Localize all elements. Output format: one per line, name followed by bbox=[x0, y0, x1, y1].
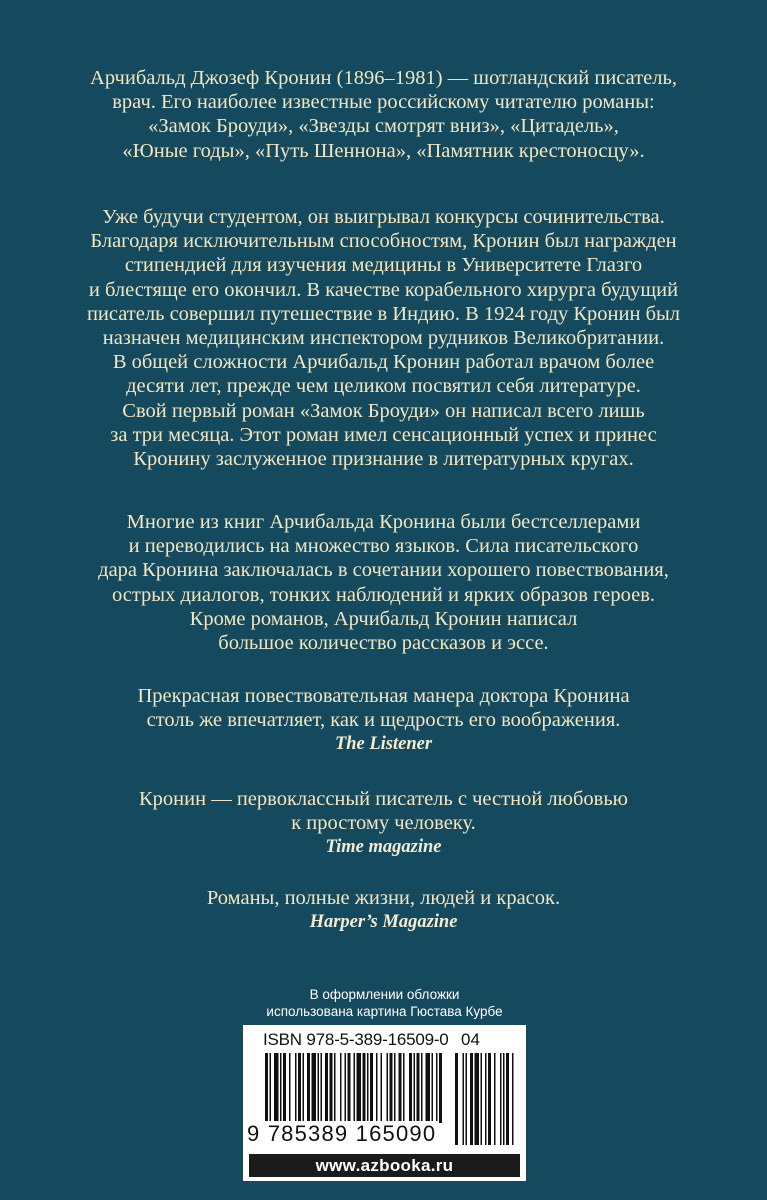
addon-bar bbox=[466, 1053, 468, 1145]
quote-source: Harper’s Magazine bbox=[309, 912, 458, 933]
barcode-bar bbox=[334, 1053, 336, 1123]
text-line: большое количество рассказов и эссе. bbox=[218, 632, 549, 655]
barcode-bar bbox=[403, 1053, 405, 1123]
text-line: за три месяца. Этот роман имел сенсационный успех и принес bbox=[110, 423, 657, 446]
press-quote-time bbox=[0, 787, 767, 859]
text-line: и переводились на множество языков. Сила писательского bbox=[128, 535, 639, 558]
barcode-bar bbox=[357, 1053, 362, 1123]
text-line: писатель совершил путешествие в Индию. В 1924 году Кронин был bbox=[86, 302, 681, 325]
addon-bar bbox=[503, 1053, 505, 1145]
quote-line: столь же впечатляет, как и щедрость его воображения. bbox=[146, 709, 621, 732]
credit-line: использована картина Гюстава Курбе bbox=[266, 1004, 503, 1019]
addon-bar bbox=[475, 1053, 480, 1145]
barcode-bar bbox=[289, 1053, 291, 1123]
barcode-bar bbox=[280, 1053, 282, 1123]
barcode-bar bbox=[417, 1053, 420, 1123]
text-line: десяти лет, прежде чем целиком посвятил себя литературе. bbox=[126, 375, 641, 398]
barcode-bar bbox=[387, 1053, 389, 1123]
barcode-bar bbox=[330, 1053, 333, 1123]
quote-line: Романы, полные жизни, людей и красок. bbox=[206, 887, 561, 909]
barcode-bar bbox=[376, 1053, 378, 1123]
barcode-bar bbox=[298, 1053, 301, 1123]
barcode-bar bbox=[414, 1053, 416, 1123]
barcode-bar bbox=[436, 1053, 438, 1123]
barcode-bar bbox=[345, 1053, 347, 1123]
barcode-bar bbox=[348, 1053, 351, 1123]
addon-bar bbox=[485, 1053, 487, 1145]
quote-line: Кронин — первоклассный писатель с честной любовью bbox=[139, 788, 628, 810]
barcode-bar bbox=[390, 1053, 393, 1123]
quote-line: к простому человеку. bbox=[291, 812, 476, 835]
text-line: назначен медицинским инспектором рудников Великобритании. bbox=[102, 327, 665, 350]
quote-source: The Listener bbox=[334, 734, 433, 755]
text-line: врач. Его наиболее известные российскому читателю романы: bbox=[112, 91, 655, 114]
text-line: стипендией для изучения медицины в Университете Глазго bbox=[124, 254, 643, 277]
addon-bar bbox=[463, 1053, 465, 1145]
cover-art-credit bbox=[243, 986, 526, 1020]
barcode-bar bbox=[367, 1053, 369, 1123]
barcode-bar bbox=[270, 1053, 272, 1123]
barcode-bar bbox=[394, 1053, 396, 1123]
barcode-bar bbox=[421, 1053, 423, 1123]
isbn-barcode bbox=[243, 1025, 526, 1153]
barcode-bar bbox=[265, 1053, 268, 1123]
barcode-bar bbox=[274, 1053, 279, 1123]
text-line: Благодаря исключительным способностям, Кронин был награжден bbox=[90, 230, 677, 253]
isbn-label: ISBN 978-5-389-16509-0 bbox=[263, 1030, 449, 1049]
text-line: Кронину заслуженное признание в литературных кругах. bbox=[133, 448, 634, 471]
addon-bar bbox=[470, 1053, 473, 1145]
text-line: «Юные годы», «Путь Шеннона», «Памятник крестоносцу». bbox=[122, 139, 645, 162]
barcode-bar bbox=[283, 1053, 286, 1123]
addon-bar bbox=[512, 1053, 514, 1145]
text-line: Кроме романов, Арчибальд Кронин написал bbox=[189, 607, 578, 630]
barcode-bar bbox=[312, 1053, 317, 1123]
barcode-bar bbox=[439, 1053, 442, 1123]
quote-source: Time magazine bbox=[325, 837, 442, 858]
addon-bar bbox=[488, 1053, 491, 1145]
addon-bar bbox=[494, 1053, 496, 1145]
addon-bar bbox=[481, 1053, 483, 1145]
barcode-bar bbox=[399, 1053, 402, 1123]
author-bio-paragraph-3 bbox=[0, 510, 767, 655]
barcode-bar bbox=[321, 1053, 323, 1123]
barcode-bar bbox=[303, 1053, 305, 1123]
addon-bar bbox=[500, 1053, 502, 1145]
barcode-bar bbox=[340, 1053, 342, 1123]
barcode-bar bbox=[426, 1053, 431, 1123]
publisher-website[interactable]: www.azbooka.ru bbox=[249, 1154, 520, 1177]
text-line: дара Кронина заключалась в сочетании хорошего повествования, bbox=[98, 559, 669, 582]
barcode-bar bbox=[325, 1053, 328, 1123]
barcode-addon-code: 04 bbox=[461, 1030, 480, 1049]
credit-line: В оформлении обложки bbox=[309, 987, 460, 1002]
text-line: Многие из книг Арчибальда Кронина были бестселлерами bbox=[126, 511, 641, 533]
quote-line: Прекрасная повествовательная манера доктора Кронина bbox=[137, 685, 630, 707]
barcode-bar bbox=[307, 1053, 310, 1123]
press-quote-harpers bbox=[0, 886, 767, 934]
author-bio-paragraph-2 bbox=[0, 205, 767, 471]
barcode-bar bbox=[363, 1053, 366, 1123]
barcode-bar bbox=[295, 1053, 297, 1123]
barcode-bar bbox=[318, 1053, 320, 1123]
addon-bar bbox=[455, 1053, 458, 1145]
barcode-bar bbox=[354, 1053, 356, 1123]
ean-digits: 9 785389 165090 bbox=[247, 1121, 437, 1146]
barcode-bar bbox=[370, 1053, 373, 1123]
website-bar bbox=[243, 1153, 526, 1181]
press-quote-listener bbox=[0, 684, 767, 756]
barcode-bar bbox=[381, 1053, 383, 1123]
text-line: Свой первый роман «Замок Броуди» он написал всего лишь bbox=[122, 399, 645, 422]
text-line: и блестяще его окончил. В качестве корабельного хирурга будущий bbox=[88, 278, 679, 301]
text-line: В общей сложности Арчибальд Кронин работал врачом более bbox=[112, 351, 655, 374]
text-line: «Замок Броуди», «Звезды смотрят вниз», «Цитадель», bbox=[148, 115, 619, 138]
addon-bar bbox=[506, 1053, 509, 1145]
text-line: Арчибальд Джозеф Кронин (1896–1981) — шотландский писатель, bbox=[90, 67, 677, 89]
barcode-bar bbox=[432, 1053, 434, 1123]
text-line: острых диалогов, тонких наблюдений и ярких образов героев. bbox=[111, 583, 655, 606]
barcode-bar bbox=[409, 1053, 412, 1123]
text-line: Уже будучи студентом, он выигрывал конкурсы сочинительства. bbox=[102, 206, 665, 228]
author-bio-paragraph-1 bbox=[0, 66, 767, 163]
